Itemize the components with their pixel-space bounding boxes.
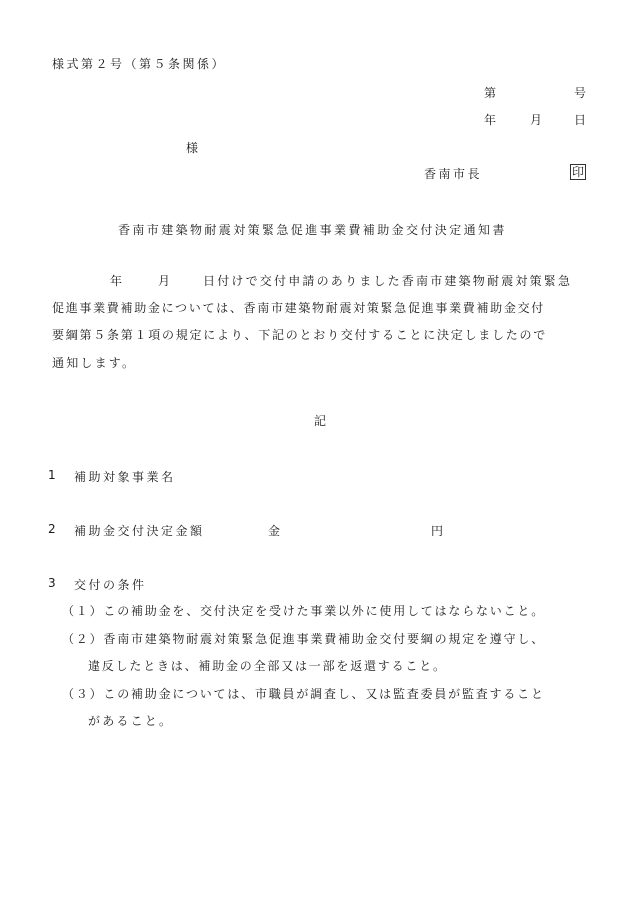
condition-1: （１）この補助金を、交付決定を受けた事業以外に使用してはならないこと。: [62, 604, 546, 618]
body-line-3: 要綱第５条第１項の規定により、下記のとおり交付することに決定しましたので: [52, 328, 548, 342]
recipient-honorific: 様: [186, 141, 201, 155]
condition-3-line-2: があること。: [88, 714, 174, 728]
doc-number-suffix: 号: [574, 86, 589, 100]
ki-heading: 記: [314, 414, 329, 428]
condition-2-line-1: （２）香南市建築物耐震対策緊急促進事業費補助金交付要綱の規定を遵守し、: [62, 632, 546, 646]
issuer-name: 香南市長: [424, 167, 483, 181]
seal-label: 印: [572, 165, 585, 179]
body-line-4: 通知します。: [52, 356, 137, 370]
item-3-label: 交付の条件: [74, 578, 147, 592]
condition-3-line-1: （３）この補助金については、市職員が調査し、又は監査委員が監査すること: [62, 687, 545, 701]
date-month: 月: [530, 113, 545, 127]
condition-2-line-2: 違反したときは、補助金の全部又は一部を返還すること。: [88, 659, 447, 673]
body-year: 年: [110, 274, 125, 288]
item-2-number: 2: [48, 522, 59, 536]
document-title: 香南市建築物耐震対策緊急促進事業費補助金交付決定通知書: [118, 223, 507, 237]
item-2-kin: 金: [268, 524, 283, 538]
item-2-yen: 円: [431, 524, 446, 538]
item-1-number: 1: [48, 468, 59, 482]
date-year: 年: [484, 113, 499, 127]
body-line-1: 日付けで交付申請のありました香南市建築物耐震対策緊急: [203, 274, 573, 288]
item-1-label: 補助対象事業名: [74, 470, 176, 484]
body-line-2: 促進事業費補助金については、香南市建築物耐震対策緊急促進事業費補助金交付: [52, 301, 545, 315]
form-number: 様式第２号（第５条関係）: [52, 57, 227, 71]
body-month: 月: [158, 274, 173, 288]
doc-number-prefix: 第: [484, 86, 499, 100]
seal-mark: [570, 164, 586, 180]
item-3-number: 3: [48, 576, 59, 590]
item-2-label: 補助金交付決定金額: [74, 524, 205, 538]
date-day: 日: [574, 113, 589, 127]
